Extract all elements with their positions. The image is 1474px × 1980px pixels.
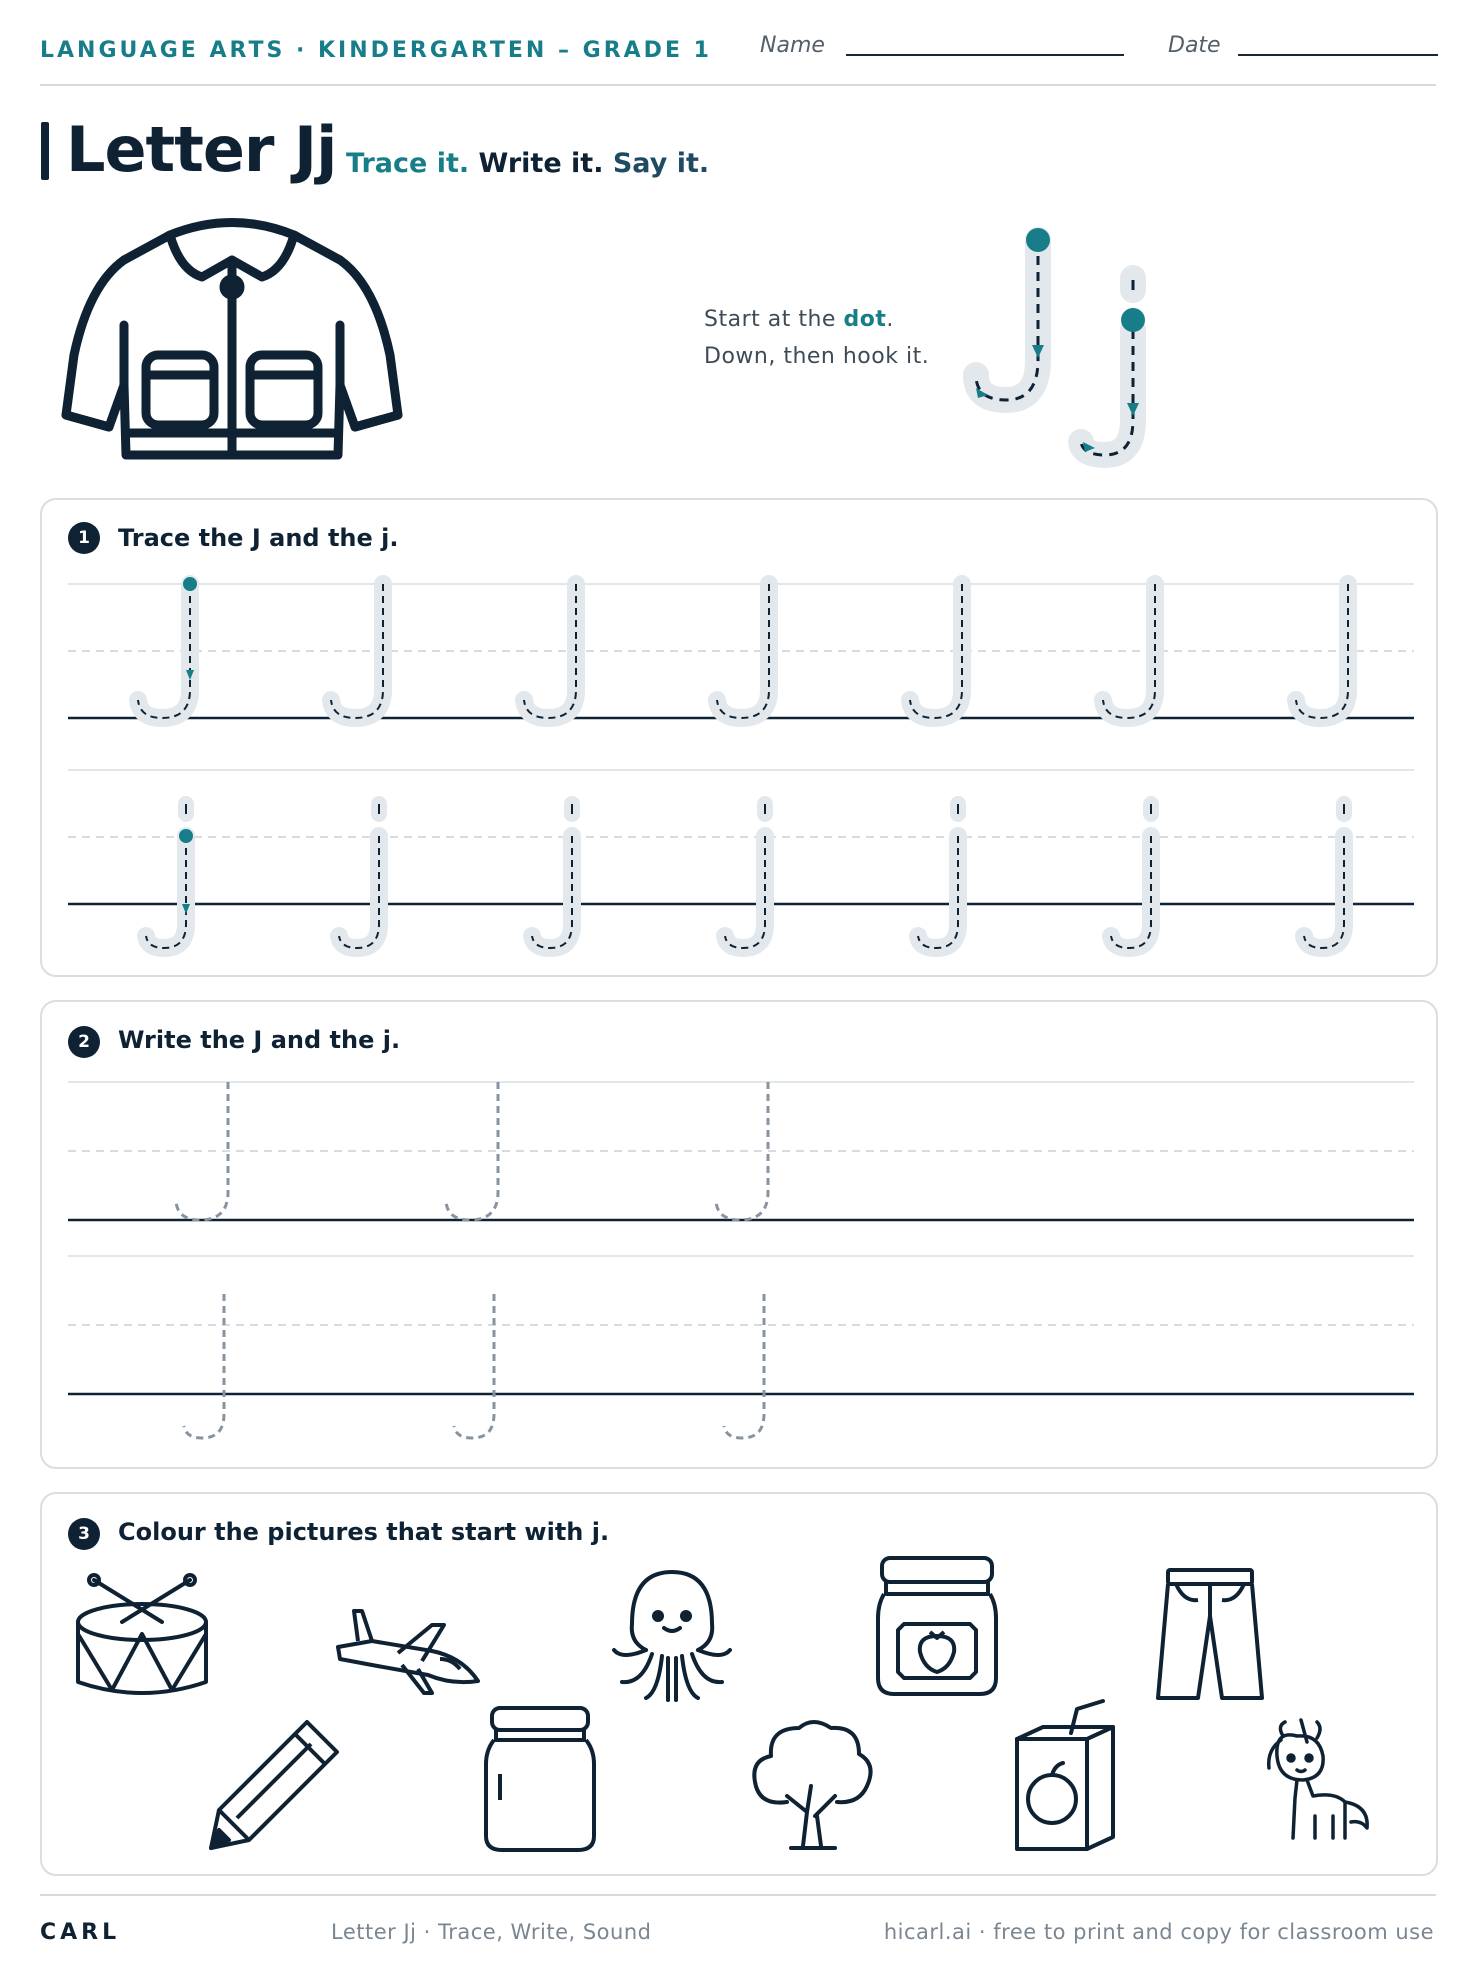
- octopus-icon[interactable]: [602, 1564, 742, 1704]
- footer-divider: [40, 1894, 1436, 1896]
- lowercase-j-trace: [339, 836, 379, 948]
- step-number: 2: [68, 1026, 100, 1058]
- instruction-dot-word: dot: [843, 307, 887, 332]
- demo-uppercase-j: [960, 230, 1060, 420]
- juice-box-icon[interactable]: [1007, 1699, 1127, 1854]
- jet-icon[interactable]: [332, 1589, 482, 1699]
- jeans-icon[interactable]: [1150, 1566, 1270, 1706]
- header-divider: [40, 84, 1436, 86]
- trace-section: [40, 498, 1438, 977]
- start-dot: [183, 577, 197, 591]
- name-label: Name: [760, 33, 825, 58]
- subject-heading: LANGUAGE ARTS · KINDERGARTEN – GRADE 1: [40, 38, 712, 63]
- unicorn-icon[interactable]: [1257, 1716, 1377, 1846]
- lowercase-j-trace: [725, 836, 765, 948]
- instruction-line-2: Down, then hook it.: [704, 344, 930, 369]
- jam-jar-icon[interactable]: [872, 1554, 1002, 1699]
- tagline-say: Say it.: [612, 148, 710, 179]
- instruction-line-1: Start at the dot.: [704, 307, 894, 332]
- date-field[interactable]: [1238, 54, 1438, 56]
- date-label: Date: [1168, 33, 1221, 58]
- write-section: [40, 1000, 1438, 1469]
- step-label: Trace the J and the j.: [118, 524, 399, 552]
- name-field[interactable]: [846, 54, 1124, 56]
- colour-section: [40, 1492, 1438, 1876]
- step-label: Colour the pictures that start with j.: [118, 1518, 610, 1546]
- page-title: Letter Jj: [66, 113, 337, 186]
- lowercase-j-dashed: [724, 1294, 764, 1438]
- lowercase-j-dashed: [454, 1294, 494, 1438]
- write-practice-area[interactable]: [42, 1002, 1436, 1467]
- demo-lowercase-j: [1065, 270, 1165, 470]
- step-number: 1: [68, 522, 100, 554]
- tagline: [346, 148, 709, 179]
- lowercase-j-trace: [146, 836, 186, 948]
- drum-icon[interactable]: [72, 1572, 212, 1702]
- footer-link[interactable]: hicarl.ai · free to print and copy for classroom use: [883, 1920, 1434, 1944]
- footer-title: Letter Jj · Trace, Write, Sound: [331, 1920, 652, 1944]
- start-dot: [179, 829, 193, 843]
- jar-icon[interactable]: [482, 1704, 597, 1854]
- tagline-write: Write it.: [478, 148, 604, 179]
- title-accent-bar: [41, 122, 49, 180]
- step-label: Write the J and the j.: [118, 1026, 401, 1054]
- pencil-icon[interactable]: [207, 1714, 347, 1854]
- lowercase-j-trace: [1304, 836, 1344, 948]
- lowercase-j-dashed: [184, 1294, 224, 1438]
- jacket-icon: [60, 205, 405, 470]
- lowercase-j-trace: [1111, 836, 1151, 948]
- footer-brand: CARL: [40, 1920, 121, 1945]
- trace-practice-area[interactable]: [42, 500, 1436, 975]
- lowercase-j-trace: [918, 836, 958, 948]
- tagline-trace: Trace it.: [346, 148, 470, 179]
- step-number: 3: [68, 1518, 100, 1550]
- lowercase-j-trace: [532, 836, 572, 948]
- tree-icon[interactable]: [747, 1716, 877, 1856]
